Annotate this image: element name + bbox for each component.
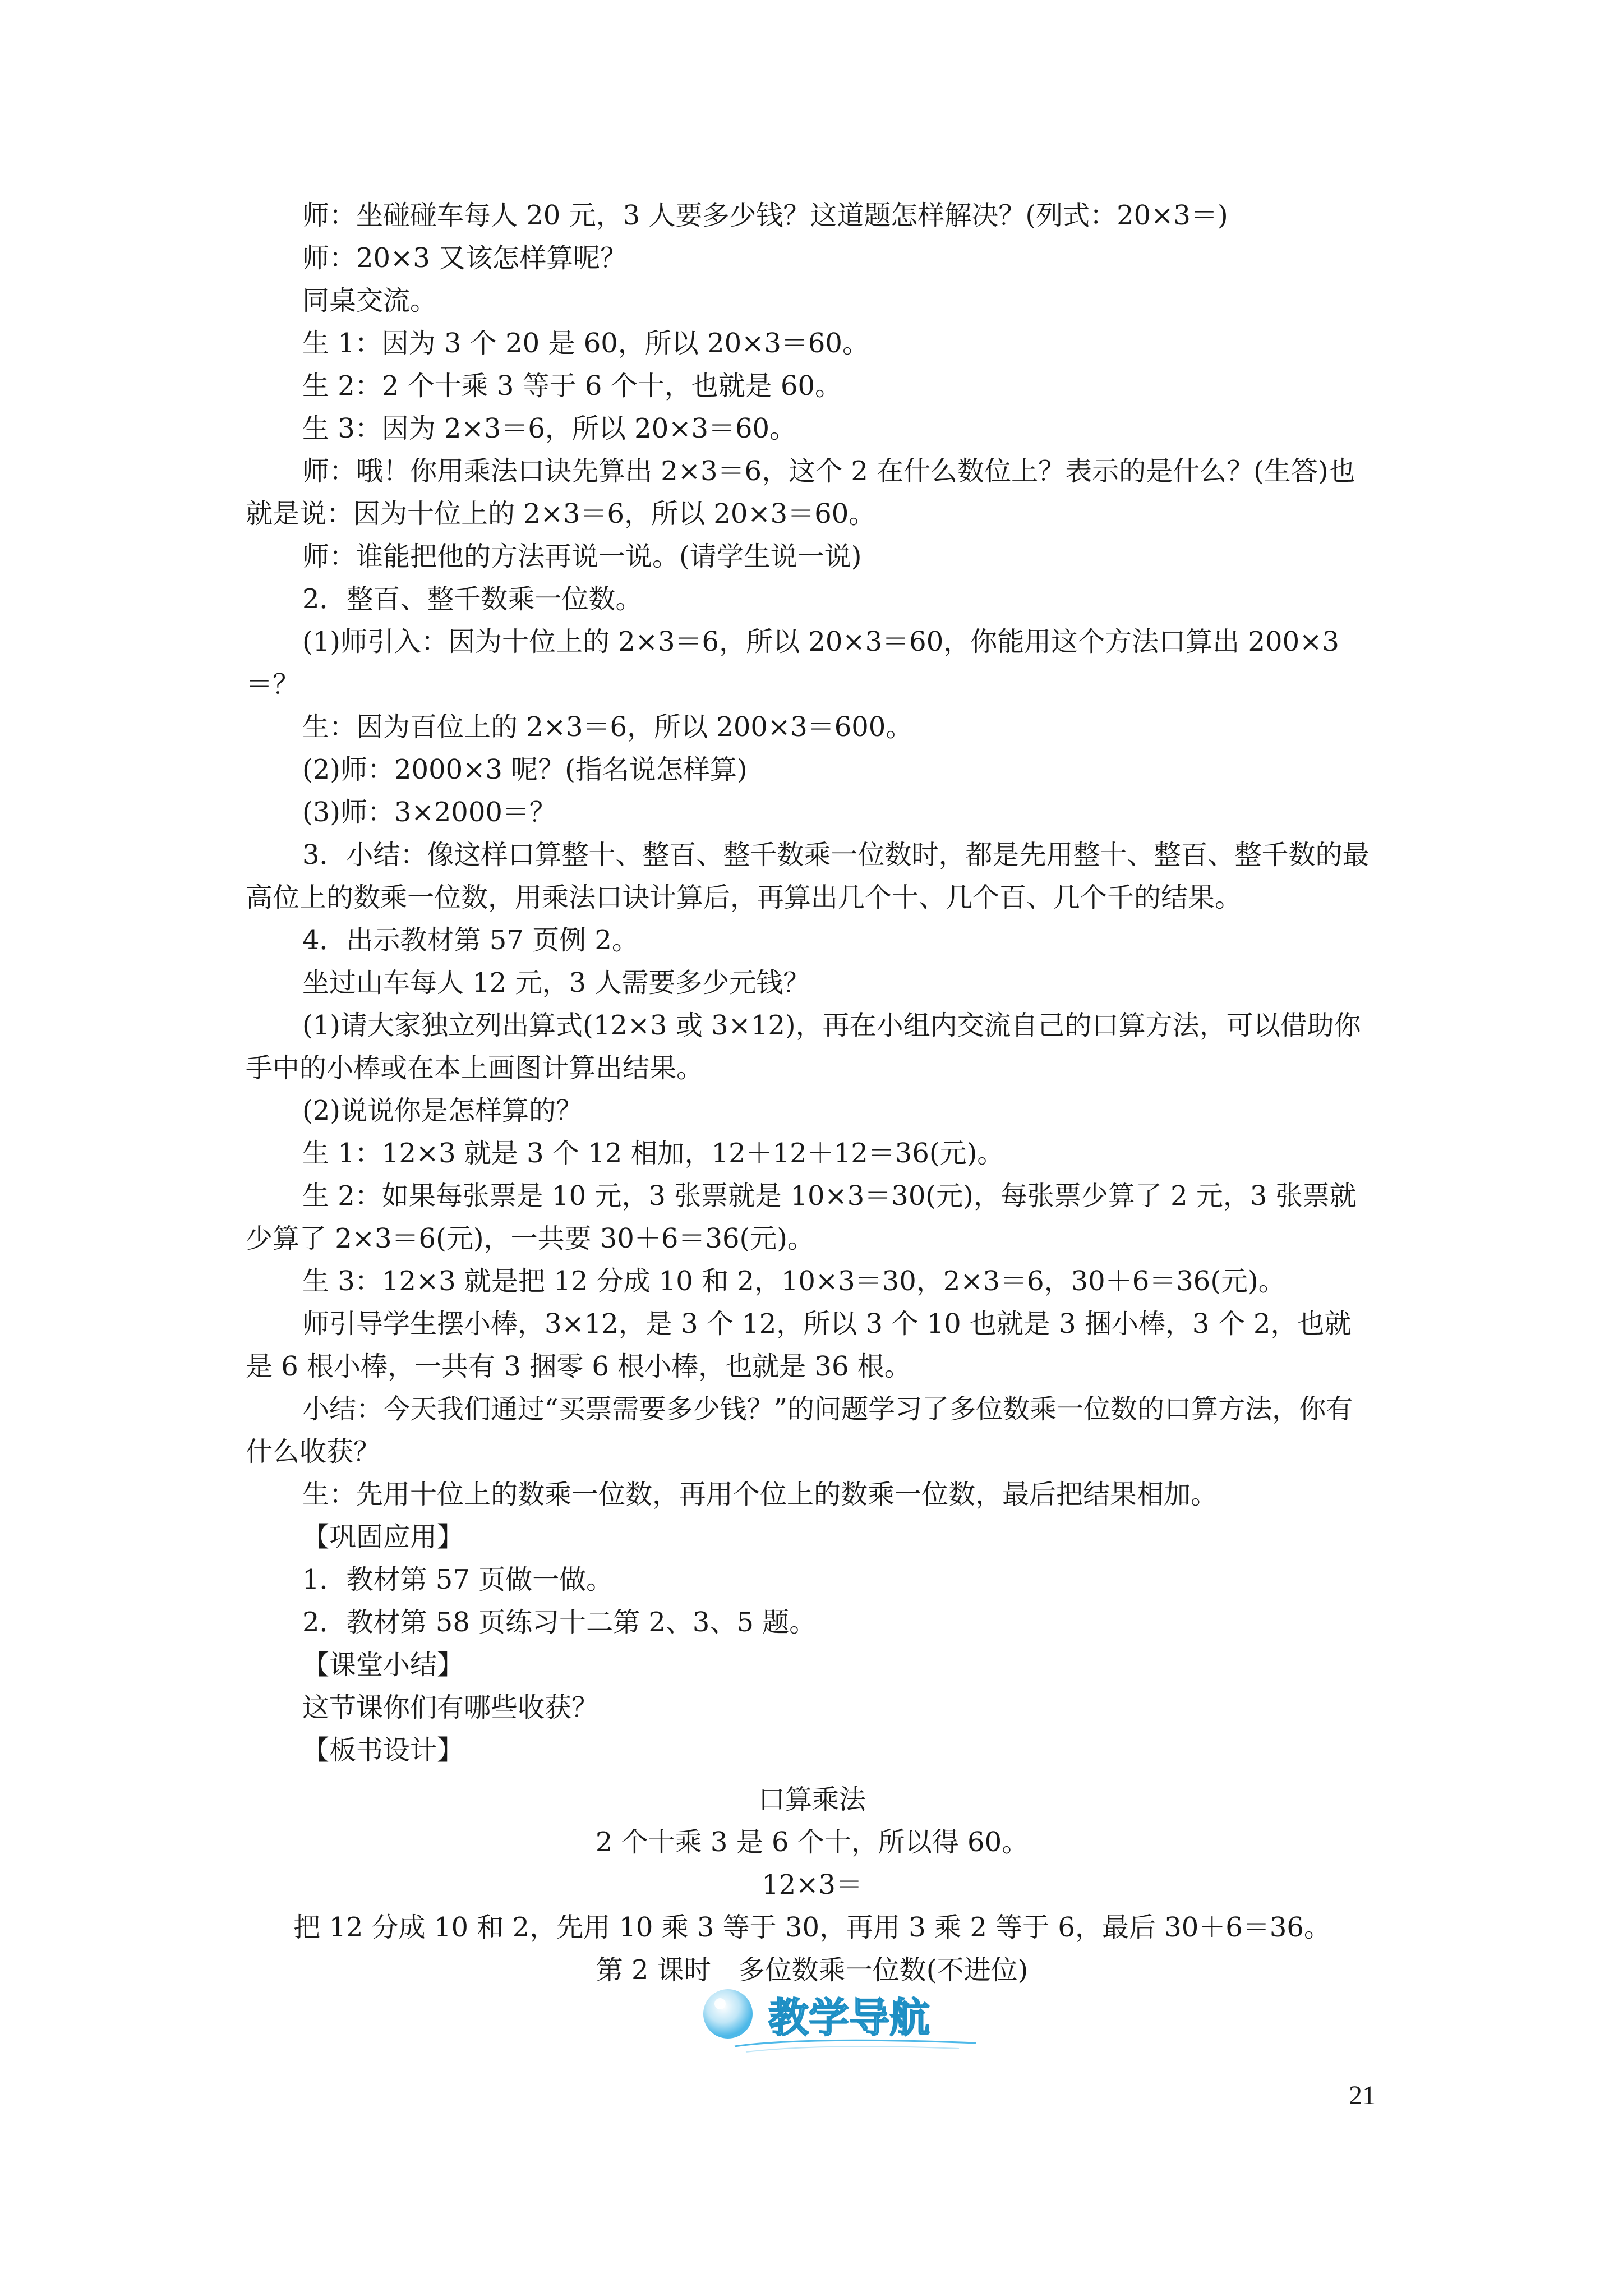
paragraph: 师：谁能把他的方法再说一说。(请学生说一说) xyxy=(302,541,862,572)
teaching-guide-logo xyxy=(695,1980,987,2064)
paragraph: 2．教材第 58 页练习十二第 2、3、5 题。 xyxy=(302,1607,817,1638)
paragraph: 生 2：如果每张票是 10 元，3 张票就是 10×3＝30(元)，每张票少算了 2 元，3 张票就少算了 2×3＝6(元)，一共要 30＋6＝36(元)。 xyxy=(246,1180,1357,1254)
paragraph: 师引导学生摆小棒，3×12，是 3 个 12，所以 3 个 10 也就是 3 捆小棒，3 个 2，也就是 6 根小棒，一共有 3 捆零 6 根小棒，也就是 36 根。 xyxy=(246,1308,1352,1382)
paragraph: 这节课你们有哪些收获？ xyxy=(302,1692,599,1723)
section-heading: 【巩固应用】 xyxy=(302,1521,464,1553)
paragraph: 2．整百、整千数乘一位数。 xyxy=(302,583,643,615)
page-number: 21 xyxy=(1349,2081,1376,2110)
paragraph: 1．教材第 57 页做一做。 xyxy=(302,1564,614,1595)
paragraph: 同桌交流。 xyxy=(302,285,437,316)
logo-highlight xyxy=(714,1998,726,2009)
paragraph: (1)师引入：因为十位上的 2×3＝6，所以 20×3＝60，你能用这个方法口算出 200×3＝？ xyxy=(246,626,1339,700)
paragraph: 师：坐碰碰车每人 20 元，3 人要多少钱？这道题怎样解决？(列式：20×3＝) xyxy=(302,200,1228,231)
paragraph: 生 1：因为 3 个 20 是 60，所以 20×3＝60。 xyxy=(302,328,869,359)
paragraph: (2)师：2000×3 呢？(指名说怎样算) xyxy=(302,754,748,785)
paragraph: 生 3：12×3 就是把 12 分成 10 和 2，10×3＝30，2×3＝6，30＋6＝36(元)。 xyxy=(302,1266,1285,1297)
paragraph: 师：20×3 又该怎样算呢？ xyxy=(302,242,628,274)
paragraph: 生 2：2 个十乘 3 等于 6 个十，也就是 60。 xyxy=(302,370,842,402)
paragraph: 生 1：12×3 就是 3 个 12 相加，12＋12＋12＝36(元)。 xyxy=(302,1138,1004,1169)
logo-bubble xyxy=(703,1989,753,2039)
board-design xyxy=(246,1778,1378,1991)
paragraph: 师：哦！你用乘法口诀先算出 2×3＝6，这个 2 在什么数位上？表示的是什么？(生答)也就是说：因为十位上的 2×3＝6，所以 20×3＝60。 xyxy=(246,455,1355,530)
paragraph: (1)请大家独立列出算式(12×3 或 3×12)，再在小组内交流自己的口算方法，可以借助你手中的小棒或在本上画图计算出结果。 xyxy=(246,1010,1361,1084)
paragraph: 生：因为百位上的 2×3＝6，所以 200×3＝600。 xyxy=(302,711,913,743)
logo-swoosh xyxy=(746,2046,959,2052)
paragraph: 4．出示教材第 57 页例 2。 xyxy=(302,924,639,956)
paragraph: 生：先用十位上的数乘一位数，再用个位上的数乘一位数，最后把结果相加。 xyxy=(302,1479,1218,1510)
paragraph: (2)说说你是怎样算的？ xyxy=(302,1095,583,1126)
section-heading: 【课堂小结】 xyxy=(302,1649,464,1681)
board-line: 2 个十乘 3 是 6 个十，所以得 60。 xyxy=(595,1826,1029,1858)
lesson-title: 第 2 课时 多位数乘一位数(不进位) xyxy=(596,1954,1029,1986)
paragraph: 坐过山车每人 12 元，3 人需要多少元钱？ xyxy=(302,967,810,999)
section-heading: 【板书设计】 xyxy=(302,1734,464,1766)
board-line: 把 12 分成 10 和 2，先用 10 乘 3 等于 30，再用 3 乘 2 等于 6，最后 30＋6＝36。 xyxy=(293,1912,1331,1943)
paragraph: 3．小结：像这样口算整十、整百、整千数乘一位数时，都是先用整十、整百、整千数的最高位上的数乘一位数，用乘法口诀计算后，再算出几个十、几个百、几个千的结果。 xyxy=(246,839,1370,913)
lesson-body xyxy=(246,194,1373,1772)
board-line: 12×3＝ xyxy=(762,1869,863,1901)
logo-text: 教学导航 xyxy=(768,1994,930,2041)
paragraph: (3)师：3×2000＝？ xyxy=(302,797,556,828)
paragraph: 小结：今天我们通过“买票需要多少钱？”的问题学习了多位数乘一位数的口算方法，你有什么收获？ xyxy=(246,1393,1353,1467)
board-title: 口算乘法 xyxy=(758,1784,866,1815)
paragraph: 生 3：因为 2×3＝6，所以 20×3＝60。 xyxy=(302,413,797,444)
